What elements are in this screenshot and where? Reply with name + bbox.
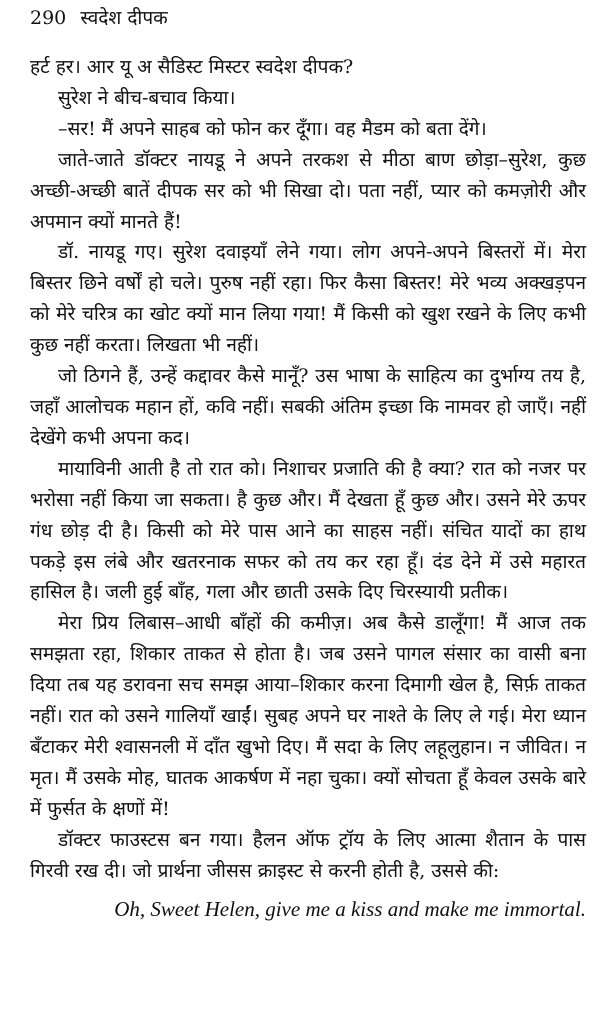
page-body	[30, 52, 586, 924]
english-quote: Oh, Sweet Helen, give me a kiss and make me immortal.	[114, 897, 586, 922]
paragraph: हर्ट हर। आर यू अ सैडिस्ट मिस्टर स्वदेश दीपक?	[30, 56, 354, 78]
paragraph: जो ठिगने हैं, उन्हें कद्दावर कैसे मानूँ? उस भाषा के साहित्य का दुर्भाग्य तय है, जहाँ आलोचक महान हों, कवि नहीं। सबकी अंतिम इच्छा कि नामवर हो जाएँ। नहीं देखेंगे कभी अपना कद।	[30, 365, 586, 449]
page-header	[30, 6, 168, 30]
paragraph: सुरेश ने बीच-बचाव किया।	[58, 86, 236, 109]
paragraph: डॉक्टर फाउस्टस बन गया। हैलन ऑफ ट्रॉय के लिए आत्मा शैतान के पास गिरवी रख दी। जो प्रार्थना जीसस क्राइस्ट से करनी होती है, उससे की:	[30, 828, 586, 882]
paragraph: –सर! मैं अपने साहब को फोन कर दूँगा। वह मैडम को बता देंगे।	[58, 117, 487, 140]
paragraph: मेरा प्रिय लिबास–आधी बाँहों की कमीज़। अब कैसे डालूँगा! मैं आज तक समझता रहा, शिकार ताकत से होता है। जब उसने पागल संसार का वासी बना दिया तब यह डरावना सच समझ आया–शिकार करना दिमागी खेल है, सिर्फ़ ताकत नहीं। रात को उसने गालियाँ खाईं। सुबह अपने घर नाश्ते के लिए ले गई। मेरा ध्यान बँटाकर मेरी श्वासनली में दाँत खुभो दिए। मैं सदा के लिए लहूलुहान। न जीवित। न मृत। मैं उसके मोह, घातक आकर्षण में नहा चुका। क्यों सोचता हूँ केवल उसके बारे में फुर्सत के क्षणों में!	[30, 612, 586, 820]
paragraph: जाते-जाते डॉक्टर नायडू ने अपने तरकश से मीठा बाण छोड़ा–सुरेश, कुछ अच्छी-अच्छी बातें दीपक सर को भी सिखा दो। पता नहीं, प्यार को कमज़ोरी और अपमान क्यों मानते हैं!	[30, 148, 586, 233]
paragraph: डॉ. नायडू गए। सुरेश दवाइयाँ लेने गया। लोग अपने-अपने बिस्तरों में। मेरा बिस्तर छिने वर्षों हो चले। पुरुष नहीं रहा। फिर कैसा बिस्तर! मेरे भव्य अक्खड़पन को मेरे चरित्र का खोट क्यों मान लिया गया! मैं किसी को खुश रखने के लिए कभी कुछ नहीं करता। लिखता भी नहीं।	[30, 241, 586, 357]
running-title: स्वदेश दीपक	[80, 7, 168, 29]
page-number: 290	[30, 7, 67, 29]
paragraph: मायाविनी आती है तो रात को। निशाचर प्रजाति की है क्या? रात को नजर पर भरोसा नहीं किया जा सकता। है कुछ और। मैं देखता हूँ कुछ और। उसने मेरे ऊपर गंध छोड़ दी है। किसी को मेरे पास आने का साहस नहीं। संचित यादों का हाथ पकड़े इस लंबे और खतरनाक सफर को तय कर रहा हूँ। दंड देने में उसे महारत हासिल है। जली हुई बाँह, गला और छाती उसके दिए चिरस्यायी प्रतीक।	[30, 457, 586, 604]
